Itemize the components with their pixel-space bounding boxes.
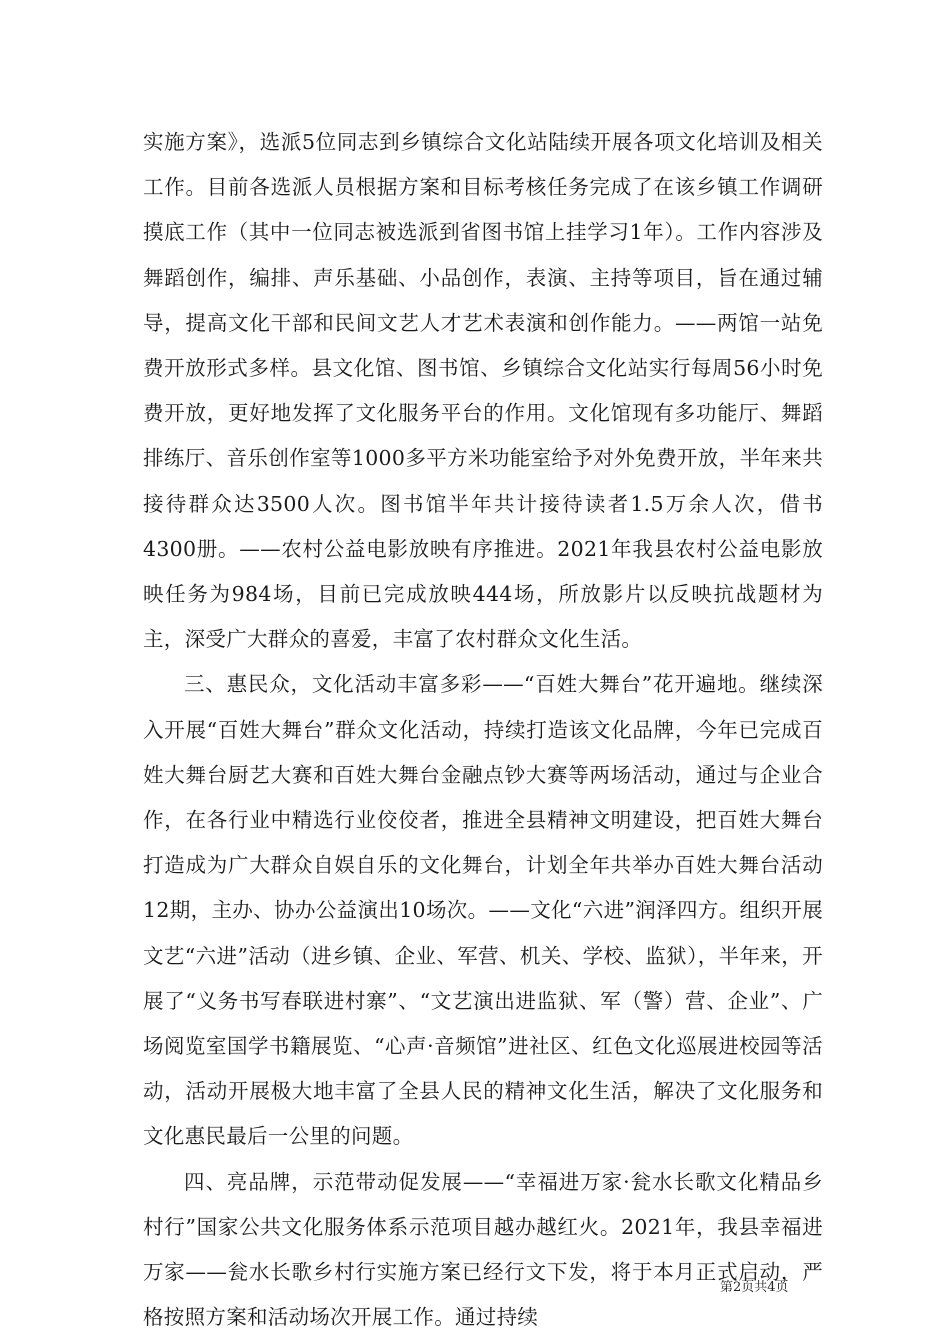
document-body (143, 120, 823, 1340)
paragraph-section-three: 三、惠民众，文化活动丰富多彩——“百姓大舞台”花开遍地。继续深入开展“百姓大舞台”群众文化活动，持续打造该文化品牌，今年已完成百姓大舞台厨艺大赛和百姓大舞台金融点钞大赛等两场活动，通过与企业合作，在各行业中精选行业佼佼者，推进全县精神文明建设，把百姓大舞台打造成为广大群众自娱自乐的文化舞台，计划全年共举办百姓大舞台活动12期，主办、协办公益演出10场次。——文化“六进”润泽四方。组织开展文艺“六进”活动（进乡镇、企业、军营、机关、学校、监狱），半年来，开展了“义务书写春联进村寨”、“文艺演出进监狱、军（警）营、企业”、广场阅览室国学书籍展览、“心声·音频馆”进社区、红色文化巡展进校园等活动，活动开展极大地丰富了全县人民的精神文化生活，解决了文化服务和文化惠民最后一公里的问题。 (143, 672, 823, 1149)
paragraph-section-four: 四、亮品牌，示范带动促发展——“幸福进万家·瓮水长歌文化精品乡村行”国家公共文化服务体系示范项目越办越红火。2021年，我县幸福进万家——瓮水长歌乡村行实施方案已经行文下发，将于本月正式启动，严格按照方案和活动场次开展工作。通过持续 (143, 1169, 823, 1330)
paragraph-continued: 实施方案》，选派5位同志到乡镇综合文化站陆续开展各项文化培训及相关工作。目前各选派人员根据方案和目标考核任务完成了在该乡镇工作调研摸底工作（其中一位同志被选派到省图书馆上挂学习1年）。工作内容涉及舞蹈创作，编排、声乐基础、小品创作，表演、主持等项目，旨在通过辅导，提高文化干部和民间文艺人才艺术表演和创作能力。——两馆一站免费开放形式多样。县文化馆、图书馆、乡镇综合文化站实行每周56小时免费开放，更好地发挥了文化服务平台的作用。文化馆现有多功能厅、舞蹈排练厅、音乐创作室等1000多平方米功能室给予对外免费开放，半年来共接待群众达3500人次。图书馆半年共计接待读者1.5万余人次，借书4300册。——农村公益电影放映有序推进。2021年我县农村公益电影放映任务为984场，目前已完成放映444场，所放影片以反映抗战题材为主，深受广大群众的喜爱，丰富了农村群众文化生活。 (143, 130, 823, 652)
page-number-footer: 第2页共4页 (720, 1280, 789, 1295)
